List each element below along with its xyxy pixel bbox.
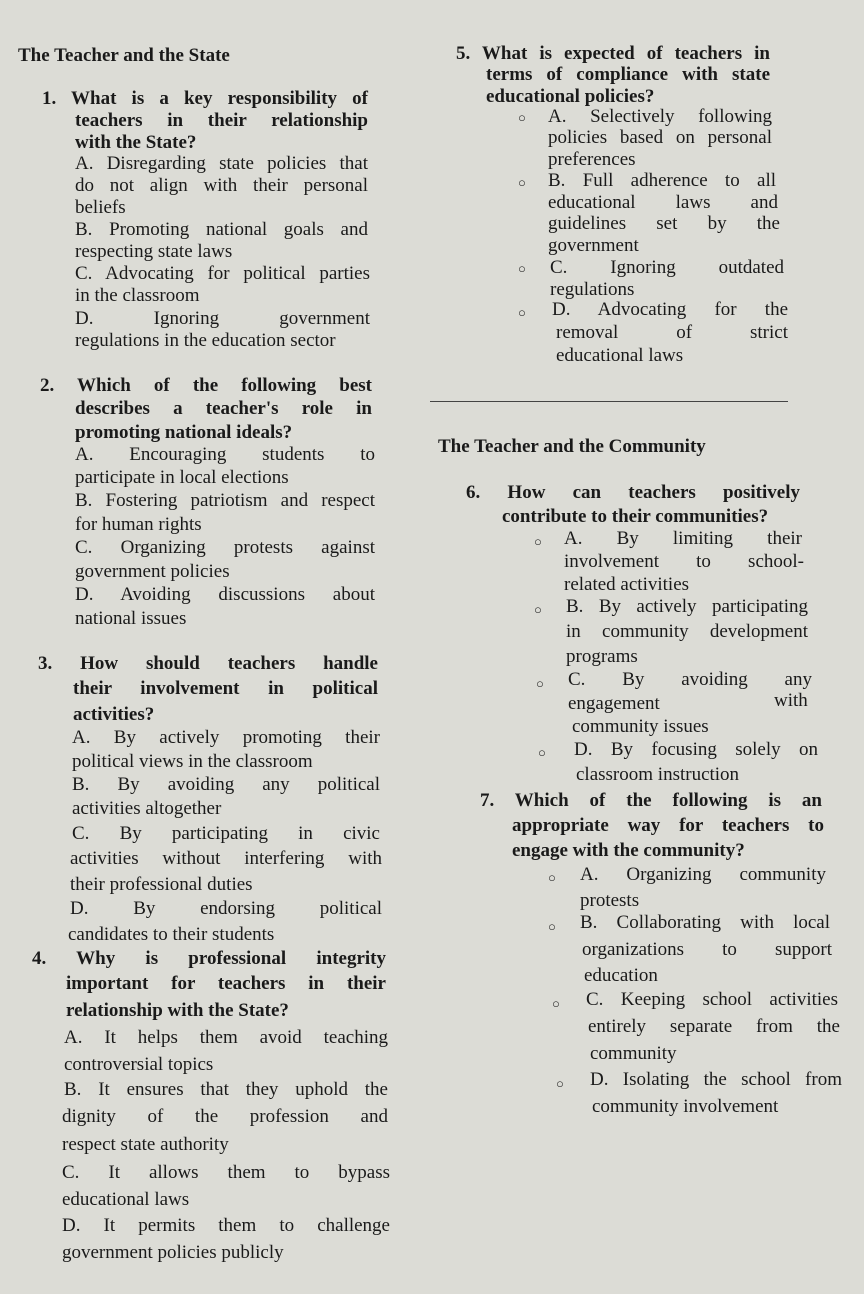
q2-option-d: D. Avoiding discussions about — [75, 584, 375, 605]
q7-stem-line: appropriate way for teachers to — [512, 815, 824, 836]
q6-stem-line: contribute to their communities? — [502, 506, 769, 527]
q5-stem-line: terms of compliance with state — [486, 64, 770, 85]
section-title-state: The Teacher and the State — [18, 45, 230, 66]
q4-option-b: B. It ensures that they uphold the — [64, 1079, 388, 1100]
q2-stem-line: 2. Which of the following best — [40, 375, 372, 396]
q7-option-d: D. Isolating the school from — [590, 1069, 842, 1090]
q7-option-d: community involvement — [592, 1096, 779, 1117]
q6-option-a: related activities — [564, 574, 690, 595]
q4-option-d: government policies publicly — [62, 1242, 284, 1263]
q7-option-b: education — [584, 965, 658, 986]
q7-option-b: B. Collaborating with local — [580, 912, 830, 933]
q5-option-d: removal of strict — [556, 322, 788, 343]
q7-option-c: entirely separate from the — [588, 1016, 840, 1037]
q7-option-c: community — [590, 1043, 677, 1064]
q3-option-a: A. By actively promoting their — [72, 727, 380, 748]
q6-option-d: D. By focusing solely on — [574, 739, 818, 760]
q4-option-d: D. It permits them to challenge — [62, 1215, 390, 1236]
q7-option-b: organizations to support — [582, 939, 832, 960]
q1-stem-line: with the State? — [75, 132, 197, 153]
q5-option-a: A. Selectively following — [548, 106, 772, 127]
q4-option-b: dignity of the profession and — [62, 1106, 388, 1127]
q2-option-c: C. Organizing protests against — [75, 537, 375, 558]
q5-option-c: regulations — [550, 279, 635, 300]
q4-stem-line: important for teachers in their — [66, 973, 386, 994]
q4-option-c: educational laws — [62, 1189, 190, 1210]
q5-option-c: C. Ignoring outdated — [550, 257, 784, 278]
q1-option-c: C. Advocating for political parties — [75, 263, 370, 284]
q3-stem-line: their involvement in political — [73, 678, 378, 699]
q4-option-c: C. It allows them to bypass — [62, 1162, 390, 1183]
q7-option-c: C. Keeping school activities — [586, 989, 838, 1010]
q4-stem-line: 4. Why is professional integrity — [32, 948, 386, 969]
q4-option-b: respect state authority — [62, 1134, 229, 1155]
q1-option-d: regulations in the education sector — [75, 330, 336, 351]
bullet-icon: ○ — [548, 870, 556, 885]
q4-option-a: controversial topics — [64, 1054, 214, 1075]
q7-stem-line: 7. Which of the following is an — [480, 790, 822, 811]
q5-option-b: educational laws and — [548, 192, 778, 213]
q1-option-a: A. Disregarding state policies that — [75, 153, 368, 174]
q6-option-c: engagement — [568, 693, 660, 714]
q7-option-a: protests — [580, 890, 640, 911]
q4-stem-line: relationship with the State? — [66, 1000, 289, 1021]
bullet-icon: ○ — [548, 919, 556, 934]
q1-option-c: in the classroom — [75, 285, 200, 306]
q1-option-a: beliefs — [75, 197, 126, 218]
q2-option-a: A. Encouraging students to — [75, 444, 375, 465]
q5-stem-line: 5. What is expected of teachers in — [456, 43, 770, 64]
q3-option-c: their professional duties — [70, 874, 253, 895]
q6-option-b: programs — [566, 646, 638, 667]
bullet-icon: ○ — [534, 534, 542, 549]
q6-option-a: A. By limiting their — [564, 528, 802, 549]
q2-stem-line: describes a teacher's role in — [75, 398, 372, 419]
bullet-icon: ○ — [556, 1076, 564, 1091]
q7-option-a: A. Organizing community — [580, 864, 826, 885]
q5-stem-line: educational policies? — [486, 86, 655, 107]
bullet-icon: ○ — [518, 110, 526, 125]
q2-stem-line: promoting national ideals? — [75, 422, 293, 443]
q5-option-b: government — [548, 235, 639, 256]
q5-option-b: guidelines set by the — [548, 213, 780, 234]
bullet-icon: ○ — [538, 745, 546, 760]
q3-stem-line: activities? — [73, 704, 155, 725]
q6-option-c: with — [774, 690, 808, 711]
q5-option-d: D. Advocating for the — [552, 299, 788, 320]
q7-stem-line: engage with the community? — [512, 840, 745, 861]
q3-option-b: B. By avoiding any political — [72, 774, 380, 795]
q5-option-d: educational laws — [556, 345, 684, 366]
q3-option-c: activities without interfering with — [70, 848, 382, 869]
q1-stem-line: teachers in their relationship — [75, 110, 368, 131]
q3-option-b: activities altogether — [72, 798, 222, 819]
q1-option-d: D. Ignoring government — [75, 308, 370, 329]
q3-option-d: candidates to their students — [68, 924, 275, 945]
q6-option-b: in community development — [566, 621, 808, 642]
bullet-icon: ○ — [534, 602, 542, 617]
q6-option-a: involvement to school- — [564, 551, 804, 572]
bullet-icon: ○ — [518, 305, 526, 320]
q6-option-c: community issues — [572, 716, 709, 737]
section-title-community: The Teacher and the Community — [438, 436, 706, 457]
q3-option-c: C. By participating in civic — [72, 823, 380, 844]
q2-option-b: for human rights — [75, 514, 202, 535]
q2-option-d: national issues — [75, 608, 187, 629]
q1-option-b: respecting state laws — [75, 241, 233, 262]
q5-option-b: B. Full adherence to all — [548, 170, 776, 191]
q6-option-b: B. By actively participating — [566, 596, 808, 617]
bullet-icon: ○ — [536, 676, 544, 691]
bullet-icon: ○ — [518, 175, 526, 190]
bullet-icon: ○ — [518, 261, 526, 276]
q1-stem-line: 1. What is a key responsibility of — [42, 88, 368, 109]
q2-option-b: B. Fostering patriotism and respect — [75, 490, 375, 511]
section-divider — [430, 401, 788, 402]
q3-option-a: political views in the classroom — [72, 751, 313, 772]
q4-option-a: A. It helps them avoid teaching — [64, 1027, 388, 1048]
q5-option-a: preferences — [548, 149, 636, 170]
q3-stem-line: 3. How should teachers handle — [38, 653, 378, 674]
q6-stem-line: 6. How can teachers positively — [466, 482, 800, 503]
bullet-icon: ○ — [552, 996, 560, 1011]
q6-option-c: C. By avoiding any — [568, 669, 812, 690]
q2-option-c: government policies — [75, 561, 230, 582]
q3-option-d: D. By endorsing political — [70, 898, 382, 919]
q6-option-d: classroom instruction — [576, 764, 740, 785]
q1-option-a: do not align with their personal — [75, 175, 368, 196]
q2-option-a: participate in local elections — [75, 467, 289, 488]
q5-option-a: policies based on personal — [548, 127, 772, 148]
q1-option-b: B. Promoting national goals and — [75, 219, 368, 240]
